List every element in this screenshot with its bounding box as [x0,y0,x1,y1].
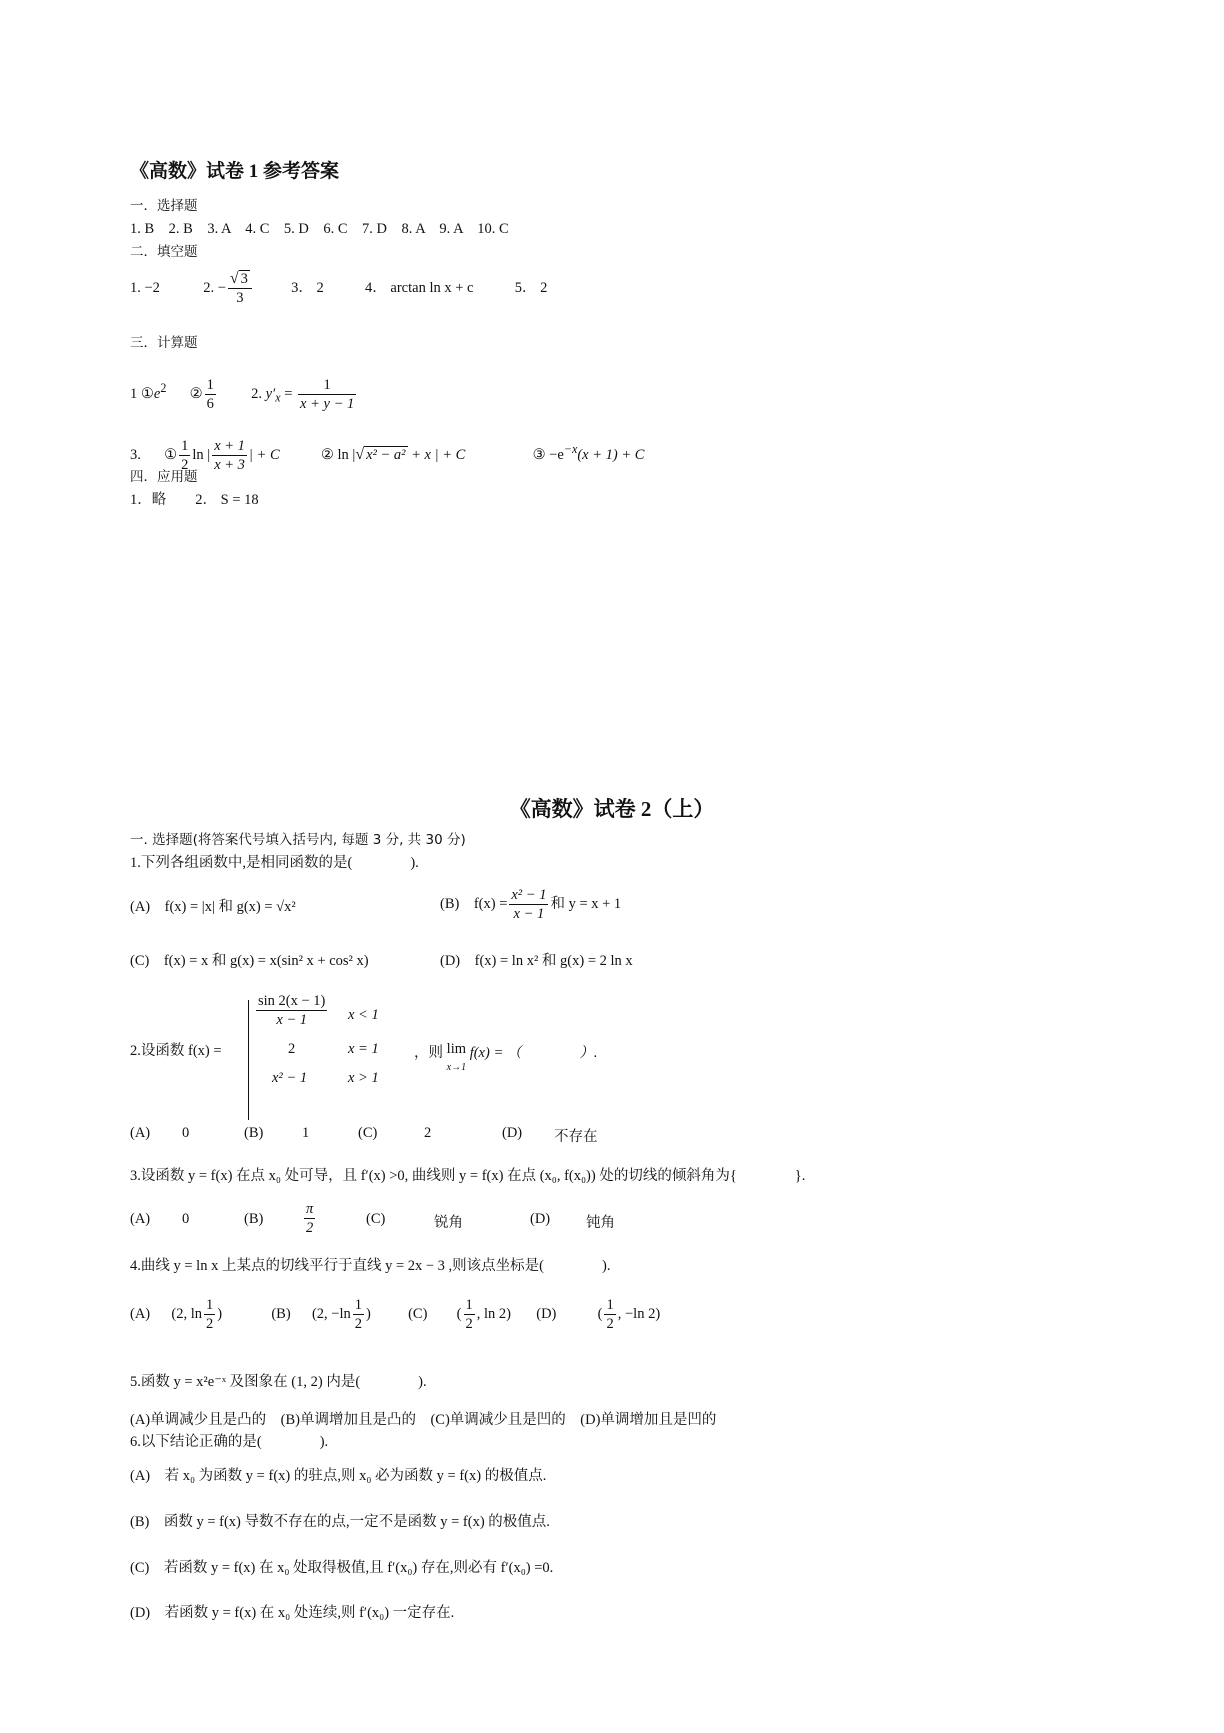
piecewise-row-1-condition: x < 1 [348,1007,379,1023]
calc-answer-3b-label: ② ln | [320,446,356,463]
q4-opt-b-num: 1 [354,1297,362,1313]
calc-answer-1-label: 1 ① [130,385,154,402]
q4-opt-a-fraction [204,1296,215,1333]
q3-opt-a-value: 0 [182,1211,190,1227]
calc-answer-2-label: 2. [251,385,262,402]
calc-answer-3a-ln: ln | [192,446,211,463]
section-fill-heading: 二．填空题 [130,244,198,260]
q4-opt-c-fraction [464,1296,475,1333]
q4-opt-c-post: , ln 2) [476,1305,511,1322]
pi-numerator: π [306,1201,314,1217]
q4-opt-b-fraction [353,1296,364,1333]
application-answers: 1．略 2． S = 18 [130,492,259,508]
question-2-end: f(x) = （ ）. [469,1045,598,1061]
fill-answers [130,270,547,307]
q2-opt-a-value: 0 [182,1125,190,1141]
calc-answer-2-numerator: 1 [298,376,356,395]
calc-answer-2-fraction [298,376,356,413]
q2-opt-a-label: (A) [130,1125,151,1141]
calc-answer-3c-exponent: −x [563,442,578,456]
calc-answer-2-y: y′ [265,385,276,402]
calc-answer-3a-half-num: 1 [181,438,189,454]
fill-answer-5: 5． 2 [514,279,548,296]
q3-opt-b-fraction [302,1200,317,1237]
q4-opt-b-post: ) [365,1305,371,1322]
q2-opt-b-value: 1 [302,1125,310,1141]
option-b-denominator: x − 1 [513,906,545,922]
option-b-fraction [509,886,548,923]
q4-opt-b-label: (B) [271,1305,291,1322]
question-3: 3.设函数 y = f(x) 在点 x₀ 处可导，且 f′(x) >0, 曲线则 y = f(x) 在点 (x₀, f(x₀)) 处的切线的倾斜角为{ }. [130,1168,806,1184]
q4-opt-c-pre: ( [456,1305,462,1322]
calc-answer-2-denominator: x + y − 1 [300,396,355,412]
calc-answer-2-sub: x [275,390,281,405]
piecewise-row-1-numerator: sin 2(x − 1) [258,993,326,1009]
calc-answer-3-label: 3. [130,446,141,463]
q4-opt-d-fraction [604,1296,615,1333]
question-6-option-a: (A) 若 x₀ 为函数 y = f(x) 的驻点,则 x₀ 必为函数 y = f(x) 的极值点. [130,1468,547,1484]
q4-opt-c-num: 1 [465,1297,473,1313]
limit-operator [447,1041,466,1075]
calc-answer-2-equals: = [284,385,293,402]
calc-answer-1-e: e [153,385,161,402]
piecewise-row-1-fraction [256,992,327,1029]
q2-opt-d-label: (D) [502,1125,523,1141]
fill-answer-4: arctan ln x + c [390,279,474,296]
q4-opt-a-post: ) [217,1305,223,1322]
q3-opt-b-label: (B) [244,1211,264,1227]
question-6-option-c: (C) 若函数 y = f(x) 在 x₀ 处取得极值,且 f′(x₀) 存在,则必有 f′(x₀) =0. [130,1560,554,1576]
limit-subscript: x→1 [446,1062,467,1073]
q3-opt-c-label: (C) [366,1211,386,1227]
calc-answer-1b-fraction [205,376,216,413]
question-2-limit [414,1041,597,1075]
calc-answer-1b-denominator: 6 [206,396,214,412]
question-2-then: ，则 [414,1045,443,1061]
calc-answer-3a-numerator: x + 1 [214,438,245,454]
question-1-option-a: (A) f(x) = |x| 和 g(x) = √x² [130,899,296,915]
calc-answer-3c-label: ③ −e [532,446,564,463]
fill-answer-3: 3． 2 [291,279,324,296]
calc-answer-1-exponent: 2 [160,381,167,395]
calc-answer-3a-denominator: x + 3 [214,457,245,473]
question-1-option-d: (D) f(x) = ln x² 和 g(x) = 2 ln x [440,953,633,969]
calc-answer-3a-fraction [212,437,247,474]
q4-opt-d-label: (D) [536,1305,557,1322]
question-4-options [130,1296,660,1333]
q2-opt-c-label: (C) [358,1125,378,1141]
section-calc-heading: 三．计算题 [130,335,198,351]
q3-opt-c-value: 锐角 [434,1215,463,1231]
question-2-prefix: 2.设函数 f(x) = [130,1043,222,1059]
piecewise-row-3-condition: x > 1 [348,1070,379,1086]
question-1-option-c: (C) f(x) = x 和 g(x) = x(sin² x + cos² x) [130,953,369,969]
pi-denominator: 2 [306,1220,314,1236]
question-1: 1.下列各组函数中,是相同函数的是( ). [130,855,419,871]
fill-answer-2-label: 2. [203,279,215,296]
limit-text: lim [446,1041,467,1057]
fill-answer-2-denominator: 3 [236,290,244,306]
q4-opt-d-pre: ( [597,1305,603,1322]
test2-title: 《高数》试卷 2（上） [509,797,715,821]
piecewise-row-1 [254,992,329,1029]
q4-opt-a-label: (A) [130,1305,151,1322]
piecewise-row-2-condition: x = 1 [348,1041,379,1057]
fill-answer-2-radicand: 3 [240,271,248,287]
option-b-numerator: x² − 1 [511,887,547,903]
calc-answer-1b-numerator: 1 [206,377,214,393]
calc-answer-3c-end: (x + 1) + C [577,446,645,463]
section-application-heading: 四．应用题 [130,469,198,485]
question-1-option-b [440,886,621,923]
q2-opt-b-label: (B) [244,1125,264,1141]
fill-answer-1: 1. −2 [130,279,160,296]
fill-answer-2-sign: − [217,279,226,296]
section-choice-heading: 一．选择题 [130,198,198,214]
option-b-prefix: (B) f(x) = [440,895,508,912]
q4-opt-b-pre: (2, −ln [311,1305,351,1322]
q3-opt-d-label: (D) [530,1211,551,1227]
answer-key-title: 《高数》试卷 1 参考答案 [130,161,340,182]
calc-answers-row-3: 3. ① $\frac{1}{2}$ ln | $\frac{x + 1}{x + 3}$ | + C ② ln |√ x² − a² + x | + C ③ $-e^{-x}(x + 1) + C$ [130,438,645,473]
piecewise-row-1-denominator: x − 1 [276,1012,308,1028]
fill-answer-4-label: 4． [365,279,387,296]
q3-opt-d-value: 钝角 [586,1215,615,1231]
q2-opt-c-value: 2 [424,1125,432,1141]
calc-answer-1b-label: ② [189,385,203,402]
fill-answer-2-fraction: $\frac{√ 3}{3}$ [228,270,252,307]
question-5-options: (A)单调减少且是凸的 (B)单调增加且是凸的 (C)单调减少且是凹的 (D)单调增加且是凹的 [130,1412,717,1428]
q4-opt-d-num: 1 [606,1297,614,1313]
q4-opt-d-den: 2 [606,1316,614,1332]
q2-opt-d-value: 不存在 [554,1129,598,1145]
calc-answer-3b-end: + x | + C [411,446,466,463]
question-6-option-b: (B) 函数 y = f(x) 导数不存在的点,一定不是函数 y = f(x) 的极值点. [130,1514,550,1530]
q4-opt-a-pre: (2, ln [171,1305,202,1322]
test2-section-heading: 一. 选择题(将答案代号填入括号内, 每题 3 分, 共 30 分) [130,832,466,848]
question-6: 6.以下结论正确的是( ). [130,1434,329,1450]
calc-answer-3b-radicand: x² − a² [366,446,406,463]
q4-opt-b-den: 2 [354,1316,362,1332]
piecewise-row-3: x² − 1 [272,1070,308,1086]
option-b-suffix: 和 y = x + 1 [550,895,622,912]
choice-answers: 1. B 2. B 3. A 4. C 5. D 6. C 7. D 8. A 9. A 10. C [130,221,509,237]
calc-answer-3a-end: | + C [248,446,280,463]
question-6-option-d: (D) 若函数 y = f(x) 在 x₀ 处连续,则 f′(x₀) 一定存在. [130,1605,455,1621]
q4-opt-c-label: (C) [408,1305,428,1322]
question-5: 5.函数 y = x²e⁻ˣ 及图象在 (1, 2) 内是( ). [130,1374,427,1390]
q4-opt-a-num: 1 [206,1297,214,1313]
q4-opt-a-den: 2 [206,1316,214,1332]
calc-answers-row-1 [130,376,358,413]
calc-answer-3a-half-den: 2 [181,457,189,473]
pi-over-two [304,1200,315,1237]
piecewise-row-2: 2 [288,1041,296,1057]
q4-opt-d-post: , −ln 2) [617,1305,661,1322]
q3-opt-a-label: (A) [130,1211,151,1227]
q4-opt-c-den: 2 [465,1316,473,1332]
calc-answer-3a-label: ① [164,446,178,463]
question-4: 4.曲线 y = ln x 上某点的切线平行于直线 y = 2x − 3 ,则该点坐标是( ). [130,1258,611,1274]
